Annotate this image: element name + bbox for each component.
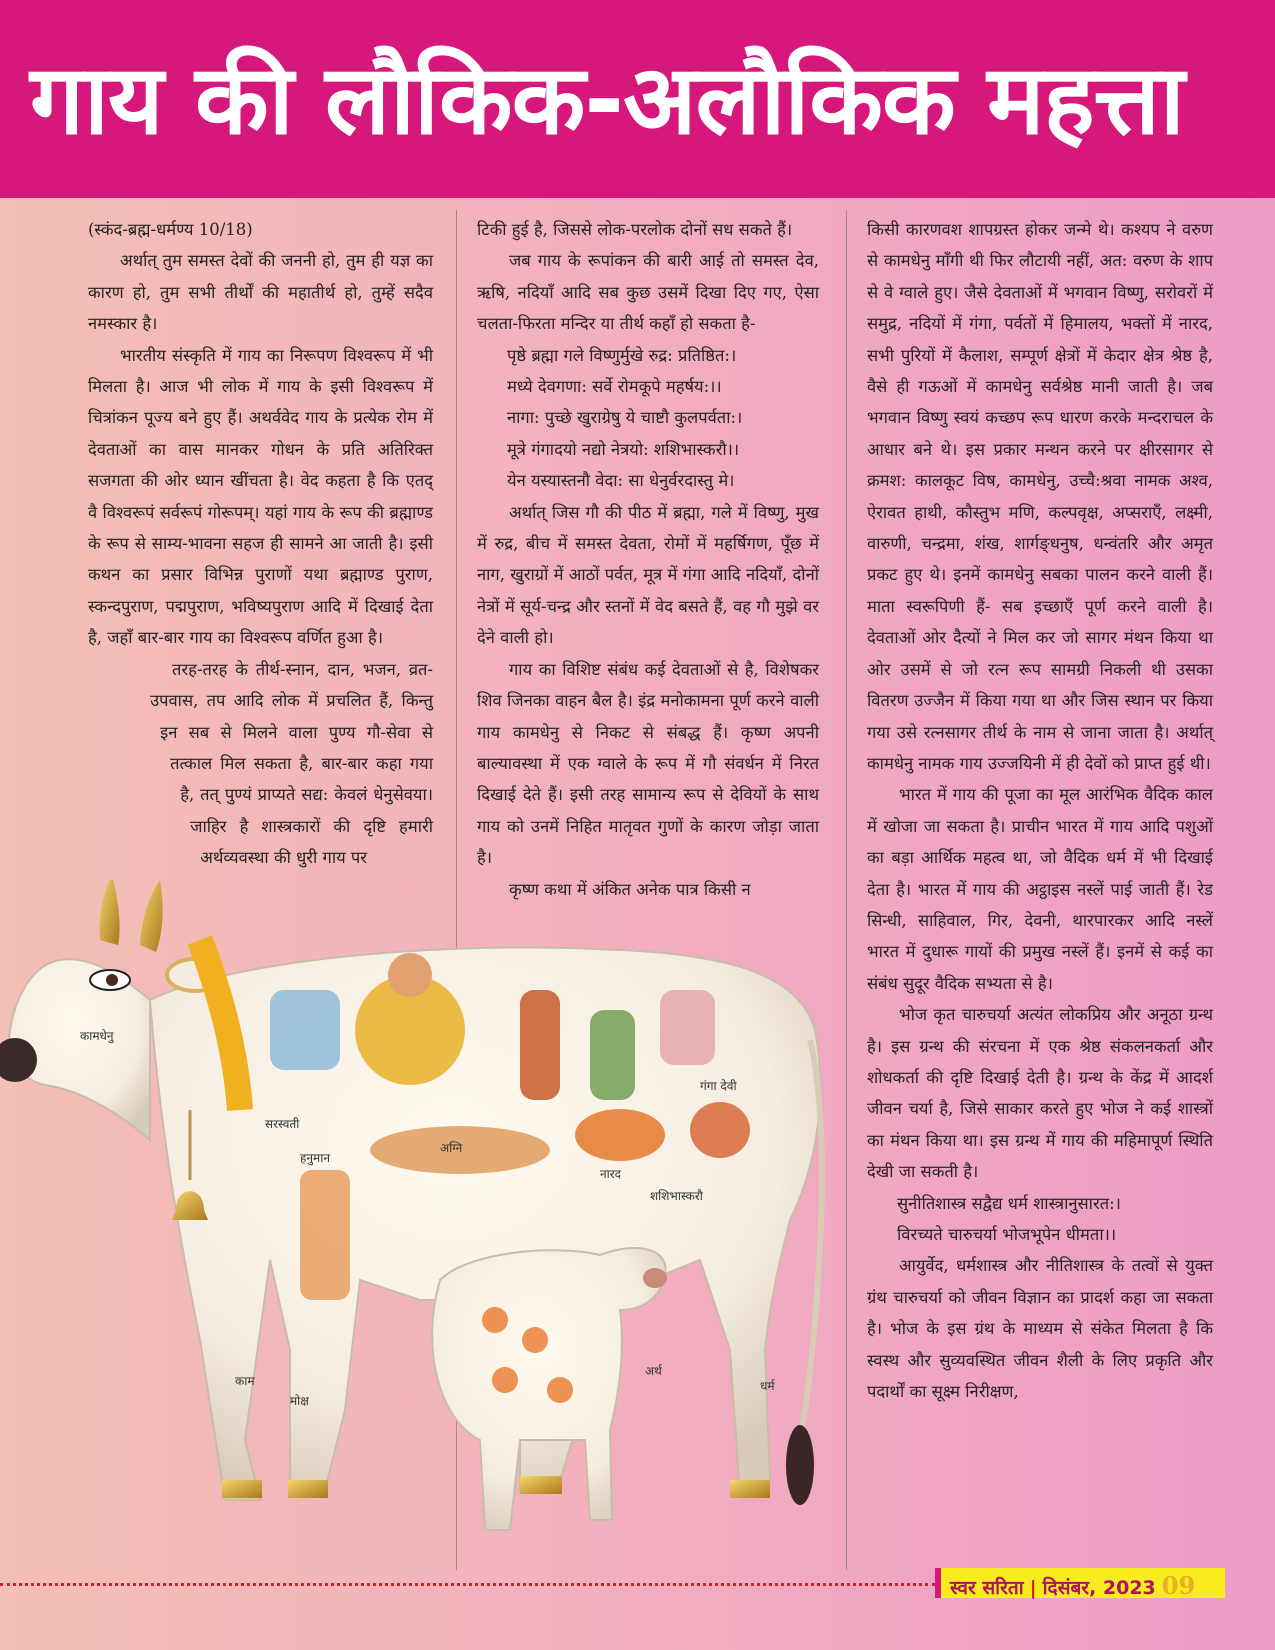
eye-pupil [106,974,118,986]
issue-date: दिसंबर, 2023 [1042,1577,1156,1599]
footer-separator: | [1029,1577,1037,1599]
verse-line: मध्ये देवगणा: सर्वे रोमकूपे महर्षय:।। [507,377,722,397]
verse-line: नागा: पुच्छे खुराग्रेषु ये चाष्टौ कुलपर्वता:। [507,408,743,428]
handprint-icon [482,1307,508,1333]
painted-label: गंगा देवी [700,1079,737,1093]
hoof-icon [288,1480,328,1498]
page-number: 09 [1161,1571,1196,1600]
handprint-icon [522,1327,548,1353]
footer-dotted-rule [0,1583,935,1586]
cow-illustration [0,880,840,1580]
painted-label: काम [235,1374,255,1388]
paragraph: आयुर्वेद, धर्मशास्त्र और नीतिशास्त्र के तत्वों से युक्त ग्रंथ चारुचर्या को जीवन विज्ञान का प्रादर्श कहा जा सकता है। भोज के इस ग्रंथ के माध्यम से संकेत मिलता है कि स्वस्थ और सुव्यवस्थित जीवन शैली के लिए प्रकृति और पदार्थों का सूक्ष्म निरीक्षण, [867,1256,1213,1402]
paragraph: अर्थात् तुम समस्त देवों की जननी हो, तुम ही यज्ञ का कारण हो, तुम सभी तीर्थों की महातीर्थ हो, तुम्हें सदैव नमस्कार है। [88,251,433,334]
deity-painting [590,1010,635,1100]
article-column-3 [867,214,1213,1407]
verse-line: मूत्रे गंगादयो नद्यो नेत्रयो: शशिभास्करौ।। [507,439,740,459]
paragraph: टिकी हुई है, जिससे लोक-परलोक दोनों सध सकते हैं। [477,220,793,239]
hanuman-painting [300,1170,350,1300]
scripture-reference: (स्कंद-ब्रह्म-धर्मण्य 10/18) [88,220,253,239]
column-divider [846,210,847,1570]
paragraph: जब गाय के रूपांकन की बारी आई तो समस्त देव, ऋषि, नदियाँ आदि सब कुछ उसमें दिखा दिए गए, ऐसा चलता-फिरता मन्दिर या तीर्थ कहाँ हो सकता है- [477,251,819,334]
article-column-2 [477,214,819,905]
paragraph: भारत में गाय की पूजा का मूल आरंभिक वैदिक काल में खोजा जा सकता है। प्राचीन भारत में गाय आदि पशुओं का बड़ा आर्थिक महत्व था, जो वैदिक धर्म में भी दिखाई देता है। भारत में गाय की अट्ठाइस नस्लें पाई जाती हैं। रेड सिन्धी, साहिवाल, गिर, देवनी, थारपारकर आदि नस्लें भारत में दुधारू गायों की प्रमुख नस्लें हैं। इनमें से कई का संबंध सुदूर वैदिक सभ्यता से है। [867,785,1213,993]
sage-painting [575,1109,665,1161]
painted-label: धर्म [760,1379,775,1393]
handprint-icon [547,1377,573,1403]
kamdhenu-cow-image [0,880,840,1580]
hoof-icon [520,1476,562,1494]
verse-line: पृष्ठे ब्रह्मा गले विष्णुर्मुखे रुद्र: प्रतिष्ठित:। [507,345,737,365]
paragraph: कृष्ण कथा में अंकित अनेक पात्र किसी न [509,879,751,899]
painted-label: अग्नि [440,1141,463,1155]
paragraph-wrap [88,654,433,874]
verse-line: विरच्यते चारुचर्या भोजभूपेन धीमता।। [897,1225,1117,1244]
painted-label: कामधेनु [80,1029,114,1043]
paragraph: भारतीय संस्कृति में गाय का निरूपण विश्वरूप में भी मिलता है। आज भी लोक में गाय के इसी विश्वरूप में चित्रांकन पूज्य बने हुए हैं। अथर्ववेद गाय के प्रत्येक रोम में देवताओं का वास मानकर गोधन के प्रति अतिरिक्त सजगता की ओर ध्यान खींचता है। वेद कहता है कि एतद् वै विश्वरूपं सर्वरूपं गोरूपम्। यहां गाय के रूप की ब्रह्माण्ड के रूप से साम्य-भावना सहज ही सामने आ जाती है। इसी कथन का प्रसार विभिन्न पुराणों यथा ब्रह्माण्ड पुराण, स्कन्दपुराण, पद्मपुराण, भविष्यपुराण आदि में दिखाई देता है, जहाँ बार-बार गाय का विश्वरूप वर्णित हुआ है। [88,345,433,648]
horn-icon [100,880,120,945]
footer [950,1571,1195,1600]
paragraph: तरह-तरह के तीर्थ-स्नान, दान, भजन, व्रत-उपवास, तप आदि लोक में प्रचलित हैं, किन्तु इन सब से मिलने वाला पुण्य गौ-सेवा से तत्काल मिल सकता है, बार-बार कहा गया है, तत् पुण्यं प्राप्यते सद्य: केवलं धेनुसेवया। जाहिर है शास्त्रकारों की दृष्टि हमारी अर्थव्यवस्था की धुरी गाय पर [150,659,433,868]
page-title: गाय की लौकिक-अलौकिक महत्ता [30,44,1184,156]
painted-label: सरस्वती [265,1117,300,1131]
paragraph: किसी कारणवश शापग्रस्त होकर जन्मे थे। कश्यप ने वरुण से कामधेनु माँगी थी फिर लौटायी नहीं, अत: वरुण के शाप से वे ग्वाले हुए। जैसे देवताओं में भगवान विष्णु, सरोवरों में समुद्र, नदियों में गंगा, पर्वतों में हिमालय, भक्तों में नारद, सभी पुरियों में कैलाश, सम्पूर्ण क्षेत्रों में केदार क्षेत्र श्रेष्ठ है, वैसे ही गऊओं में कामधेनु सर्वश्रेष्ठ मानी जाती है। जब भगवान विष्णु स्वयं कच्छप रूप धारण करके मन्दराचल के आधार बने थे। इस प्रकार मन्थन करने पर क्षीरसागर से क्रमश: कालकूट विष, कामधेनु, उच्चै:श्रवा नामक अश्व, ऐरावत हाथी, कौस्तुभ मणि, कल्पवृक्ष, अप्सराएँ, लक्ष्मी, वारुणी, चन्द्रमा, शंख, शार्गङ्धनुष, धन्वंतरि और अमृत प्रकट हुए थे। इनमें कामधेनु सबका पालन करने वाली हैं। माता स्वरूपिणी हैं- सब इच्छाएँ पूर्ण करने वाली है। देवताओं ओर दैत्यों ने मिल कर जो सागर मंथन किया था ओर उसमें से जो रत्न रूप सामग्री निकली थी उसका वितरण उज्जैन में किया गया था और जिस स्थान पर किया गया उसे रत्नसागर तीर्थ के नाम से जाना जाता है। अर्थात् कामधेनु नामक गाय उज्जयिनी में ही देवों को प्राप्त हुई थी। [867,220,1213,773]
deity-painting [660,990,715,1065]
deity-painting [520,990,560,1100]
title-banner [0,0,1275,198]
verse-line: सुनीतिशास्त्र सद्वैद्य धर्म शास्त्रानुसारत:। [897,1193,1121,1213]
hoof-icon [730,1480,770,1498]
paragraph: अर्थात् जिस गौ की पीठ में ब्रह्मा, गले में विष्णु, मुख में रुद्र, बीच में समस्त देवता, रोमों में महर्षिगण, पूँछ में नाग, खुराग्रों में आठों पर्वत, मूत्र में गंगा आदि नदियाँ, दोनों नेत्रों में सूर्य-चन्द्र और स्तनों में वेद बसते हैं, वह गौ मुझे वर देने वाली हो। [477,502,819,648]
verse-line: येन यस्यास्तनौ वेदा: सा धेनुर्वरदास्तु मे। [507,471,735,491]
article-column-1 [88,214,433,898]
paragraph: भोज कृत चारुचर्या अत्यंत लोकप्रिय और अनूठा ग्रन्थ है। इस ग्रन्थ की संरचना में एक श्रेष्ठ संकलनकर्ता और शोधकर्ता की दृष्टि दिखाई देती है। ग्रन्थ के केंद्र में आदर्श जीवन चर्या है, जिसे साकार करते हुए भोज ने कई शास्त्रों का मंथन किया था। इस ग्रन्थ में गाय की महिमापूर्ण स्थिति देखी जा सकती है। [867,1005,1213,1182]
sage-painting [690,1102,750,1158]
tail-tuft [786,1425,814,1505]
magazine-name: स्वर सरिता [950,1577,1024,1599]
handprint-icon [492,1367,518,1393]
painted-label: हनुमान [300,1151,330,1165]
paragraph: गाय का विशिष्ट संबंध कई देवताओं से है, विशेषकर शिव जिनका वाहन बैल है। इंद्र मनोकामना पूर्ण करने वाली गाय कामधेनु से निकट से संबद्ध हैं। कृष्ण अपनी बाल्यावस्था में एक ग्वाले के रूप में गौ संवर्धन में निरत दिखाई देते हैं। इसी तरह सामान्य रूप से देवियों के साथ गाय को उनमें निहित मातृवत गुणों के कारण जोड़ा जाता है। [477,659,819,868]
painted-label: मोक्ष [290,1394,309,1408]
hoof-icon [222,1480,262,1498]
painted-label: शशिभास्करौ [650,1189,703,1203]
painted-label: नारद [600,1167,622,1181]
deity-face [388,953,432,997]
painted-label: अर्थ [645,1364,662,1378]
horn-icon [140,880,163,952]
footer-accent [935,1568,941,1598]
deity-painting [270,990,340,1070]
calf-nose [643,1268,667,1288]
